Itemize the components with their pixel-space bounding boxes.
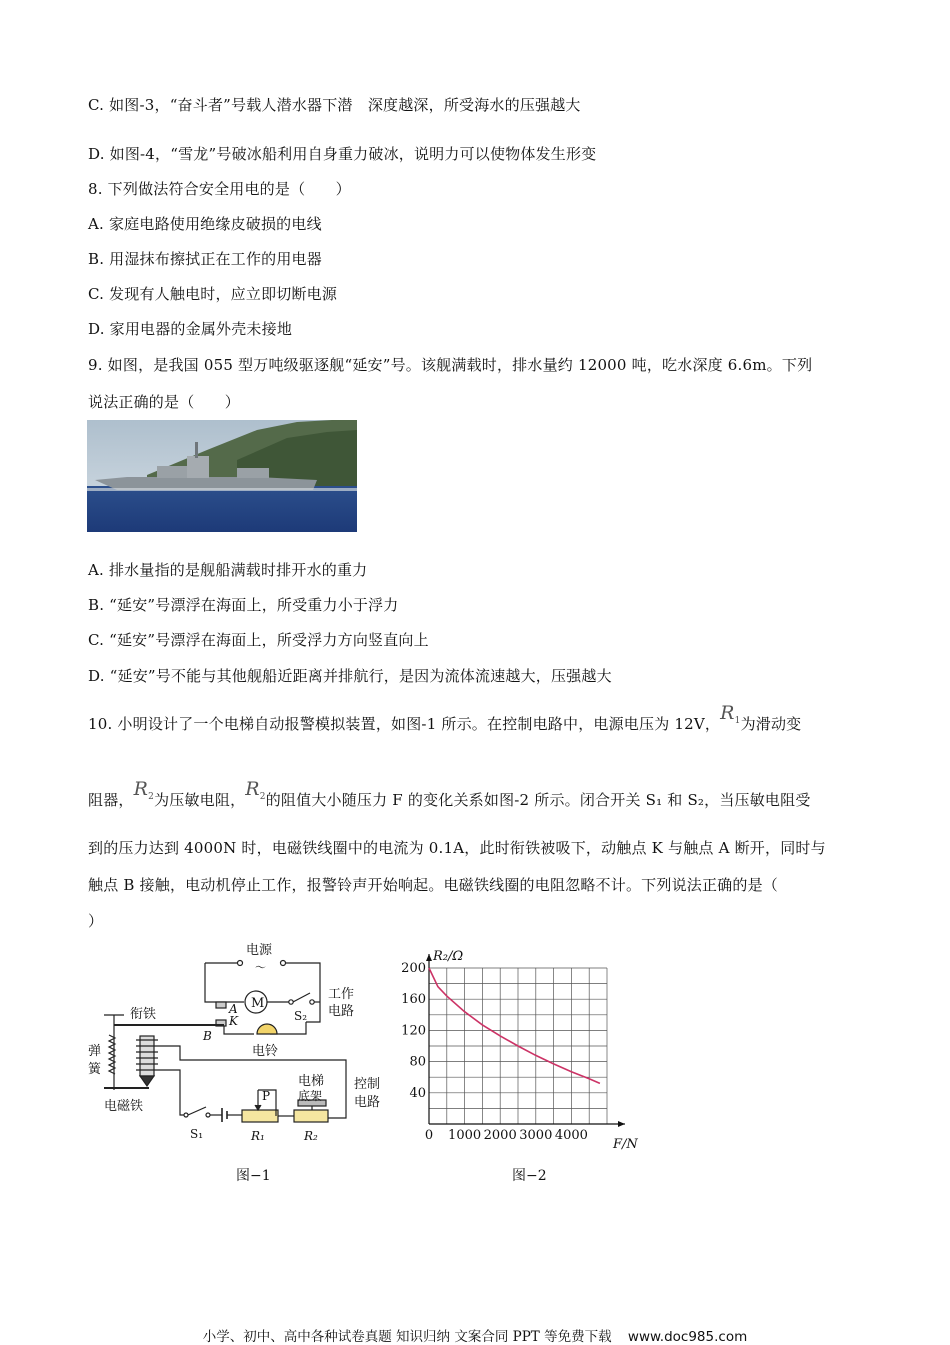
q8-option-c: C. 发现有人触电时，应立即切断电源 bbox=[88, 285, 338, 303]
label-spring-2: 簧 bbox=[88, 1062, 102, 1077]
symbol-r2: R bbox=[133, 778, 149, 800]
q10-stem-line2: 阻器，$R^2$为压敏电阻，$R^2$的阻值大小随压力 F 的变化关系如图-2 所示。闭合开关 S₁ 和 S₂，当压敏电阻受 bbox=[88, 778, 811, 809]
label-k: K bbox=[229, 1014, 238, 1028]
label-electromagnet: 电磁铁 bbox=[104, 1099, 144, 1114]
q9-option-b: B. “延安”号漂浮在海面上，所受重力小于浮力 bbox=[88, 596, 399, 614]
label-bell: 电铃 bbox=[252, 1044, 279, 1059]
footer bbox=[0, 1325, 950, 1345]
q9-stem-line2: 说法正确的是（ ） bbox=[88, 393, 241, 411]
label-work-circuit-1: 工作 bbox=[328, 987, 355, 1002]
x-tick-label: 4000 bbox=[554, 1128, 588, 1143]
x-axis-label: F/N bbox=[613, 1137, 638, 1152]
label-r2: R₂ bbox=[304, 1129, 318, 1143]
label-r1: R₁ bbox=[251, 1129, 265, 1143]
label-armature: 衔铁 bbox=[130, 1007, 157, 1022]
label-s2: S₂ bbox=[294, 1009, 308, 1023]
destroyer-photo bbox=[87, 420, 357, 532]
motor-label: M bbox=[251, 996, 265, 1011]
q8-option-b: B. 用湿抹布擦拭正在工作的用电器 bbox=[88, 250, 322, 268]
x-tick-label: 0 bbox=[424, 1128, 434, 1143]
label-b: B bbox=[203, 1029, 212, 1043]
label-elevator-base-1: 电梯 bbox=[298, 1074, 325, 1089]
series-line-r2 bbox=[429, 968, 600, 1083]
q9-stem-line1: 9. 如图，是我国 055 型万吨级驱逐舰“延安”号。该舰满载时，排水量约 12000 吨，吃水深度 6.6m。下列 bbox=[88, 356, 813, 374]
x-tick-label: 2000 bbox=[483, 1128, 517, 1143]
label-s1: S₁ bbox=[190, 1127, 204, 1141]
footer-url[interactable]: www.doc985.com bbox=[627, 1329, 748, 1345]
label-control-circuit-2: 电路 bbox=[354, 1095, 381, 1110]
y-tick-label: 120 bbox=[401, 1023, 426, 1039]
label-a: A bbox=[229, 1002, 238, 1016]
q8-option-d: D. 家用电器的金属外壳未接地 bbox=[88, 320, 293, 338]
q7-option-d: D. 如图-4，“雪龙”号破冰船利用自身重力破冰，说明力可以使物体发生形变 bbox=[88, 145, 597, 163]
label-spring-1: 弹 bbox=[88, 1044, 102, 1059]
q10-stem-line5: ） bbox=[88, 912, 104, 930]
q8-option-a: A. 家庭电路使用绝缘皮破损的电线 bbox=[88, 215, 322, 233]
q10-stem-line4: 触点 B 接触，电动机停止工作，报警铃声开始响起。电磁铁线圈的电阻忽略不计。下列说法正确的是（ bbox=[88, 876, 778, 894]
q9-option-c: C. “延安”号漂浮在海面上，所受浮力方向竖直向上 bbox=[88, 631, 429, 649]
q9-option-a: A. 排水量指的是舰船满载时排开水的重力 bbox=[88, 561, 368, 579]
q7-option-c: C. 如图-3，“奋斗者”号载人潜水器下潜 深度越深，所受海水的压强越大 bbox=[88, 96, 581, 114]
figure-2-caption: 图−2 bbox=[512, 1168, 547, 1184]
x-tick-label: 1000 bbox=[448, 1128, 482, 1143]
symbol-r1: R bbox=[720, 702, 735, 724]
y-axis-arrow bbox=[426, 954, 432, 961]
footer-text: 小学、初中、高中各种试卷真题 知识归纳 文案合同 PPT 等免费下载 bbox=[202, 1329, 612, 1345]
label-power: 电源 bbox=[246, 943, 273, 958]
label-p: P bbox=[262, 1089, 271, 1103]
x-axis-arrow bbox=[618, 1121, 625, 1127]
label-control-circuit-1: 控制 bbox=[354, 1077, 381, 1092]
y-axis-label: R₂/Ω bbox=[433, 949, 464, 964]
x-tick-label: 3000 bbox=[519, 1128, 553, 1143]
q9-option-d: D. “延安”号不能与其他舰船近距离并排航行，是因为流体流速越大，压强越大 bbox=[88, 667, 612, 685]
label-power-symbol: ～ bbox=[255, 961, 266, 974]
q8-stem: 8. 下列做法符合安全用电的是（ ） bbox=[88, 180, 351, 198]
label-work-circuit-2: 电路 bbox=[328, 1004, 355, 1019]
figure-1-circuit bbox=[84, 940, 396, 1155]
q10-stem-line1: 10. 小明设计了一个电梯自动报警模拟装置，如图-1 所示。在控制电路中，电源电压为 12V，$R^1$为滑动变 bbox=[88, 702, 802, 733]
y-tick-label: 200 bbox=[401, 961, 426, 976]
symbol-r2: R bbox=[245, 778, 260, 800]
y-tick-label: 40 bbox=[409, 1085, 426, 1101]
label-elevator-base-2: 底架 bbox=[298, 1089, 323, 1103]
y-tick-label: 80 bbox=[409, 1054, 426, 1070]
figure-1-caption: 图−1 bbox=[236, 1168, 271, 1184]
y-tick-label: 160 bbox=[401, 992, 426, 1008]
figure-2-chart bbox=[395, 944, 655, 1154]
q10-stem-line3: 到的压力达到 4000N 时，电磁铁线圈中的电流为 0.1A，此时衔铁被吸下，动触点 K 与触点 A 断开，同时与 bbox=[88, 839, 826, 857]
